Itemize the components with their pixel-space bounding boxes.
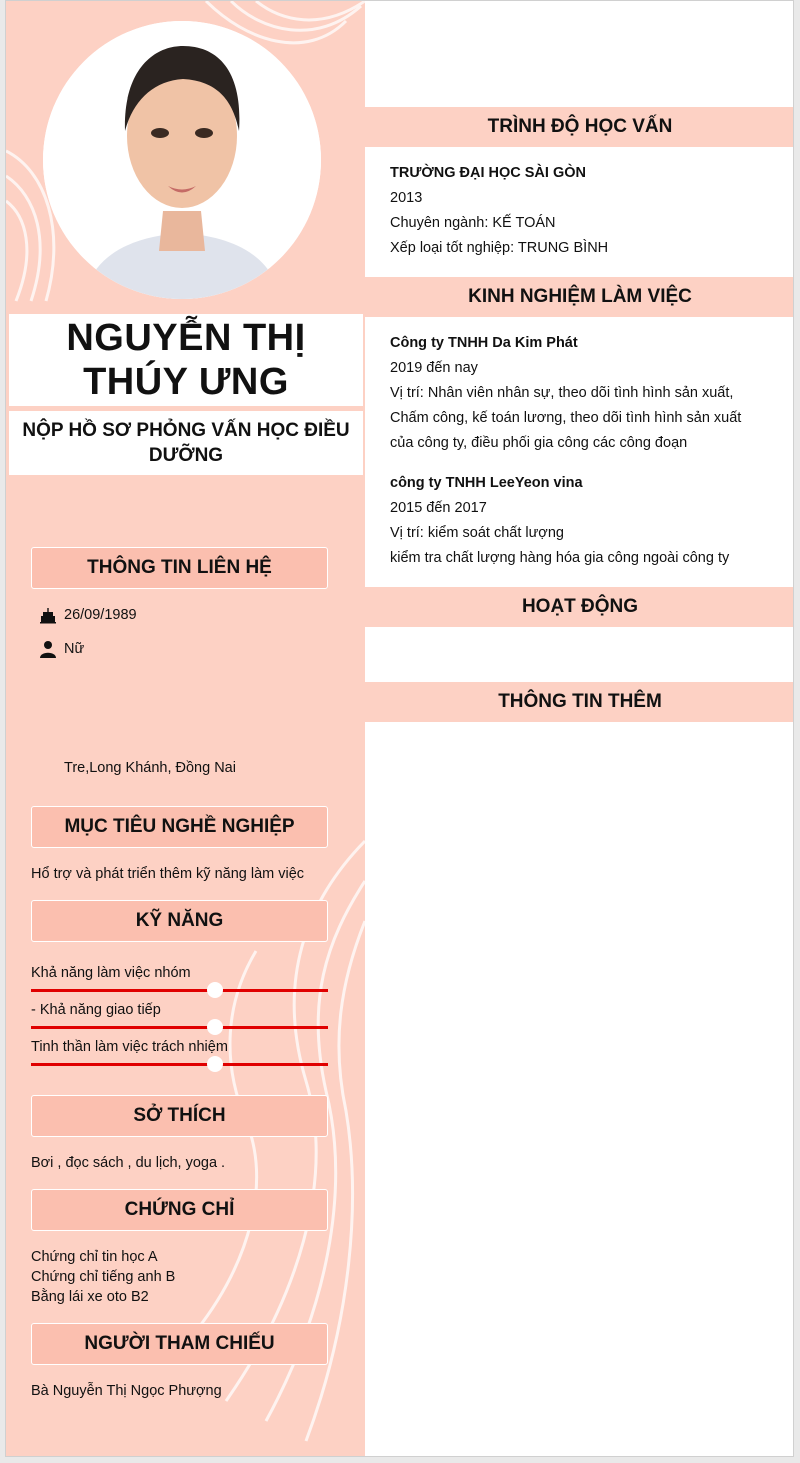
certificate-item: Chứng chỉ tin học A bbox=[31, 1249, 158, 1265]
skills-heading: KỸ NĂNG bbox=[31, 900, 328, 942]
education-heading: TRÌNH ĐỘ HỌC VẤN bbox=[365, 107, 794, 147]
gender-text: Nữ bbox=[64, 641, 85, 657]
job-company: Công ty TNHH Da Kim Phát bbox=[390, 335, 578, 351]
objective-text: Hổ trợ và phát triển thêm kỹ năng làm việc bbox=[31, 866, 305, 882]
person-icon bbox=[39, 640, 57, 658]
education-school: TRƯỜNG ĐẠI HỌC SÀI GÒN bbox=[390, 165, 586, 181]
skill-label: - Khả năng giao tiếp bbox=[31, 1002, 161, 1018]
job-description-line: Vị trí: Nhân viên nhân sự, theo dõi tình hình sản xuất, bbox=[390, 385, 734, 401]
cv-page bbox=[5, 0, 794, 1457]
skill-bar bbox=[31, 1026, 328, 1029]
experience-heading: KINH NGHIỆM LÀM VIỆC bbox=[365, 277, 794, 317]
hobbies-heading: SỞ THÍCH bbox=[31, 1095, 328, 1137]
birthday-cake-icon bbox=[39, 606, 57, 624]
job-description-line: của công ty, điều phối gia công các công đoạn bbox=[390, 435, 688, 451]
certificate-item: Bằng lái xe oto B2 bbox=[31, 1289, 149, 1305]
skill-knob bbox=[207, 982, 223, 998]
contact-heading: THÔNG TIN LIÊN HỆ bbox=[31, 547, 328, 589]
full-name: NGUYỄN THỊ THÚY ƯNG bbox=[66, 317, 306, 403]
job-period: 2015 đến 2017 bbox=[390, 500, 487, 516]
job-description-line: kiểm tra chất lượng hàng hóa gia công ngoài công ty bbox=[390, 550, 730, 566]
job-period: 2019 đến nay bbox=[390, 360, 478, 376]
skill-label: Khả năng làm việc nhóm bbox=[31, 965, 191, 981]
birthday-text: 26/09/1989 bbox=[64, 607, 137, 623]
certificates-heading: CHỨNG CHỈ bbox=[31, 1189, 328, 1231]
profile-photo bbox=[43, 21, 321, 299]
job-company: công ty TNHH LeeYeon vina bbox=[390, 475, 583, 491]
objective-heading: MỤC TIÊU NGHỀ NGHIỆP bbox=[31, 806, 328, 848]
skill-bar bbox=[31, 1063, 328, 1066]
skill-knob bbox=[207, 1019, 223, 1035]
address-text: Tre,Long Khánh, Đồng Nai bbox=[64, 760, 236, 776]
education-major: Chuyên ngành: KẾ TOÁN bbox=[390, 215, 556, 231]
reference-text: Bà Nguyễn Thị Ngọc Phượng bbox=[31, 1383, 222, 1399]
activities-heading: HOẠT ĐỘNG bbox=[365, 587, 794, 627]
skill-knob bbox=[207, 1056, 223, 1072]
job-description-line: Chấm công, kế toán lương, theo dõi tình hình sản xuất bbox=[390, 410, 742, 426]
position-box bbox=[9, 411, 363, 475]
references-heading: NGƯỜI THAM CHIẾU bbox=[31, 1323, 328, 1365]
education-year: 2013 bbox=[390, 190, 423, 206]
skill-label: Tinh thần làm việc trách nhiệm bbox=[31, 1039, 228, 1055]
education-grade: Xếp loại tốt nghiệp: TRUNG BÌNH bbox=[390, 240, 609, 256]
hobbies-text: Bơi , đọc sách , du lịch, yoga . bbox=[31, 1155, 226, 1171]
avatar bbox=[43, 21, 321, 299]
skill-bar bbox=[31, 989, 328, 992]
certificate-item: Chứng chỉ tiếng anh B bbox=[31, 1269, 176, 1285]
additional-info-heading: THÔNG TIN THÊM bbox=[365, 682, 794, 722]
name-box bbox=[9, 314, 363, 406]
job-description-line: Vị trí: kiểm soát chất lượng bbox=[390, 525, 564, 541]
applied-position: NỘP HỒ SƠ PHỎNG VẤN HỌC ĐIỀU DƯỠNG bbox=[22, 420, 350, 466]
sidebar bbox=[6, 1, 365, 1456]
